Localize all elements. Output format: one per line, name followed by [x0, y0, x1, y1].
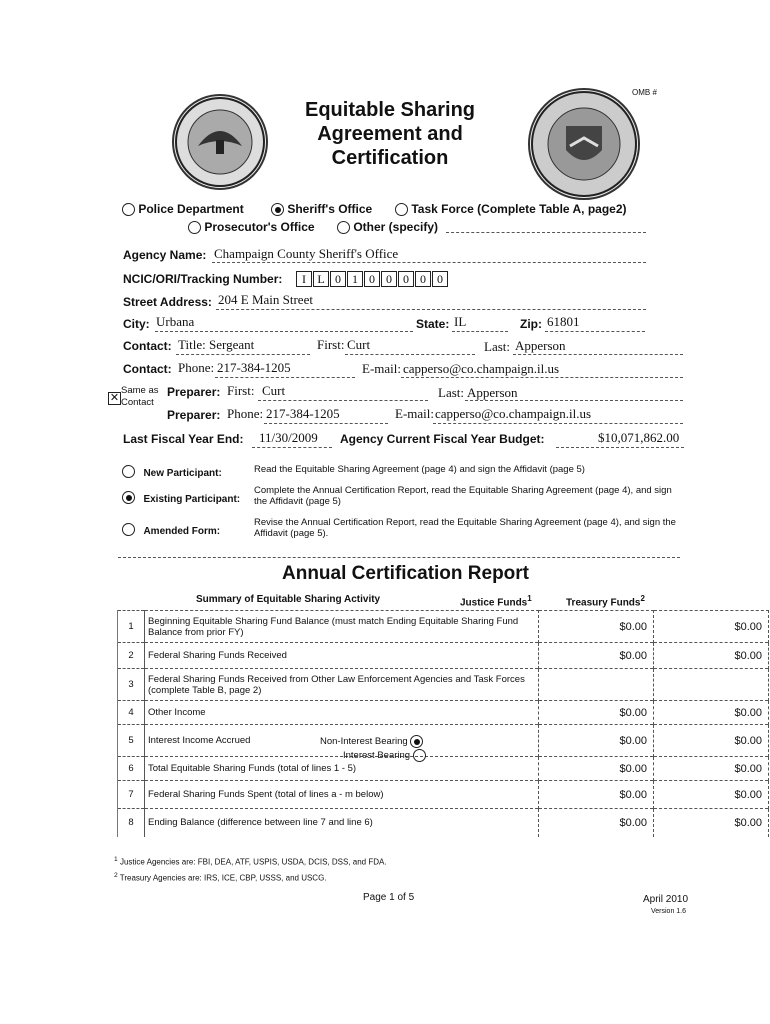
other-radio[interactable] [337, 221, 350, 234]
contact-phone-prefix: Phone: [178, 360, 215, 375]
row-description: Other Income [145, 701, 539, 725]
treasury-amount[interactable]: $0.00 [654, 701, 769, 725]
ncic-char-box[interactable]: 1 [347, 271, 363, 287]
row-description: Federal Sharing Funds Received [145, 643, 539, 669]
col-justice: Justice Funds$^1$ [460, 594, 532, 609]
row-description: Federal Sharing Funds Spent (total of lines a - m below) [145, 781, 539, 809]
sheriff-radio[interactable] [271, 203, 284, 216]
interest-option: Interest Bearing [343, 749, 426, 762]
preparer-first-line [258, 400, 428, 401]
same-as-label: Same as Contact [121, 385, 159, 408]
sheriff-option: Sheriff's Office [271, 202, 372, 216]
contact-title-field[interactable]: Sergeant [209, 337, 255, 352]
ncic-char-box[interactable]: 0 [330, 271, 346, 287]
ncic-boxes[interactable] [296, 270, 449, 288]
report-row [118, 643, 769, 669]
fiscal-end-label: Last Fiscal Year End: [123, 432, 244, 446]
ncic-char-box[interactable]: I [296, 271, 312, 287]
contact-email-prefix: E-mail: [362, 361, 401, 376]
report-row [118, 669, 769, 701]
contact-last-line [513, 354, 683, 355]
participant-existing: Existing Participant: Complete the Annual Certification Report, read the Equitable Sharing Agreement (page 4), and sign the Affidavit (page 5) [122, 489, 682, 507]
footnote-treasury: $^2$ Treasury Agencies are: IRS, ICE, CBP, USSS, and USCG. [114, 872, 327, 883]
ncic-char-box[interactable]: 0 [415, 271, 431, 287]
row-number: 3 [118, 669, 145, 701]
other-option: Other (specify) [337, 220, 438, 234]
omb-code: OMB # [632, 88, 657, 97]
ncic-label: NCIC/ORI/Tracking Number: [123, 272, 283, 286]
treasury-shield-icon [530, 90, 638, 198]
contact-first-prefix: First: [317, 337, 345, 352]
ncic-char-box[interactable]: 0 [398, 271, 414, 287]
contact-label-2: Contact: [123, 362, 172, 376]
contact-last-prefix: Last: [484, 339, 510, 354]
participant-amended-radio[interactable] [122, 523, 135, 536]
city-line [155, 331, 413, 332]
ncic-char-box[interactable]: 0 [432, 271, 448, 287]
doj-seal [172, 94, 268, 190]
report-row [118, 757, 769, 781]
preparer-last-field[interactable]: Apperson [467, 385, 518, 400]
row-description: Total Equitable Sharing Funds (total of lines 1 - 5) [145, 757, 539, 781]
contact-phone-line [215, 377, 355, 378]
row-description: Interest Income Accrued [145, 725, 539, 757]
report-row [118, 809, 769, 837]
justice-amount[interactable] [539, 669, 654, 701]
row-number: 1 [118, 611, 145, 643]
preparer-phone-line [264, 423, 388, 424]
treasury-amount[interactable] [654, 669, 769, 701]
contact-last-field[interactable]: Apperson [515, 338, 566, 353]
contact-first-line [345, 354, 475, 355]
row-number: 2 [118, 643, 145, 669]
agency-name-label: Agency Name: [123, 248, 207, 262]
form-version: Version 1.6 [651, 908, 687, 915]
row-number: 8 [118, 809, 145, 837]
form-title: Equitable Sharing Agreement and Certification [304, 99, 476, 169]
agency-name-line [212, 262, 646, 263]
budget-label: Agency Current Fiscal Year Budget: [340, 432, 545, 446]
city-label: City: [123, 317, 150, 331]
treasury-amount[interactable]: $0.00 [654, 643, 769, 669]
report-row [118, 701, 769, 725]
report-table [117, 610, 769, 837]
row-description: Federal Sharing Funds Received from Other Law Enforcement Agencies and Task Forces (complete Table B, page 2) [145, 669, 539, 701]
footnote-justice: $^1$ Justice Agencies are: FBI, DEA, ATF, USPIS, USDA, DCIS, DSS, and FDA. [114, 856, 387, 867]
preparer-phone-prefix: Phone: [227, 406, 264, 421]
city-field[interactable]: Urbana [156, 314, 195, 329]
zip-field[interactable]: 61801 [547, 314, 580, 329]
prosecutor-option: Prosecutor's Office [188, 220, 315, 234]
contact-first-field[interactable]: Curt [347, 337, 371, 352]
participant-new: New Participant: Read the Equitable Sharing Agreement (page 4) and sign the Affidavit (page 5) [122, 463, 682, 481]
other-specify-line[interactable] [446, 232, 646, 233]
participant-existing-radio[interactable] [122, 491, 135, 504]
contact-label: Contact: [123, 339, 172, 353]
interest-radio[interactable] [413, 749, 426, 762]
justice-amount[interactable]: $0.00 [539, 781, 654, 809]
street-label: Street Address: [123, 295, 212, 309]
doj-eagle-icon [174, 96, 266, 188]
justice-amount[interactable]: $0.00 [539, 809, 654, 837]
zip-label: Zip: [520, 317, 542, 331]
participant-amended: Amended Form: Revise the Annual Certification Report, read the Equitable Sharing Agreement (page 4), and sign the Affidavit (page 5). [122, 521, 682, 539]
preparer-phone-field[interactable]: 217-384-1205 [266, 406, 340, 421]
section-divider [118, 557, 680, 558]
contact-email-line [401, 377, 683, 378]
agency-name-field[interactable]: Champaign County Sheriff's Office [214, 246, 399, 261]
task-force-radio[interactable] [395, 203, 408, 216]
row-description: Beginning Equitable Sharing Fund Balance (must match Ending Equitable Sharing Fund Balance from prior FY) [145, 611, 539, 643]
task-force-option: Task Force (Complete Table A, page2) [395, 202, 627, 216]
street-field[interactable]: 204 E Main Street [218, 292, 313, 307]
preparer-first-prefix: First: [227, 383, 255, 398]
agency-type-row1: Police Department [122, 202, 244, 216]
treasury-amount[interactable]: $0.00 [654, 725, 769, 757]
row-number: 6 [118, 757, 145, 781]
preparer-label-2: Preparer: [167, 408, 221, 422]
row-number: 4 [118, 701, 145, 725]
treasury-amount[interactable]: $0.00 [654, 781, 769, 809]
col-summary: Summary of Equitable Sharing Activity [196, 594, 381, 605]
state-label: State: [416, 317, 450, 331]
preparer-last-prefix: Last: [438, 385, 464, 400]
report-row [118, 781, 769, 809]
preparer-email-line [433, 423, 683, 424]
treasury-seal [528, 88, 640, 200]
page-number: Page 1 of 5 [363, 892, 415, 903]
preparer-email-prefix: E-mail: [395, 406, 434, 421]
row-description: Ending Balance (difference between line 7 and line 6) [145, 809, 539, 837]
ncic-char-box[interactable]: 0 [364, 271, 380, 287]
preparer-label: Preparer: [167, 385, 221, 399]
budget-field[interactable]: $10,071,862.00 [598, 430, 680, 445]
fiscal-end-line [252, 447, 332, 448]
police-radio[interactable] [122, 203, 135, 216]
contact-title-line [176, 354, 310, 355]
justice-amount[interactable]: $0.00 [539, 643, 654, 669]
justice-amount[interactable]: $0.00 [539, 701, 654, 725]
row-number: 5 [118, 725, 145, 757]
same-as-checkbox[interactable]: ✕ [109, 392, 120, 404]
justice-amount[interactable]: $0.00 [539, 611, 654, 643]
treasury-amount[interactable]: $0.00 [654, 809, 769, 837]
col-treasury: Treasury Funds$^2$ [566, 594, 645, 609]
non-interest-option: Non-Interest Bearing [320, 735, 423, 748]
zip-line [545, 331, 645, 332]
justice-amount[interactable]: $0.00 [539, 757, 654, 781]
preparer-email-field[interactable]: capperso@co.champaign.il.us [435, 406, 592, 421]
ncic-char-box[interactable]: 0 [381, 271, 397, 287]
state-field[interactable]: IL [454, 314, 467, 329]
state-line [452, 331, 508, 332]
ncic-char-box[interactable]: L [313, 271, 329, 287]
participant-new-radio[interactable] [122, 465, 135, 478]
row-number: 7 [118, 781, 145, 809]
preparer-first-field[interactable]: Curt [262, 383, 286, 398]
report-row [118, 611, 769, 643]
fiscal-end-field[interactable]: 11/30/2009 [259, 430, 318, 445]
treasury-amount[interactable]: $0.00 [654, 757, 769, 781]
contact-email-field[interactable]: capperso@co.champaign.il.us [403, 361, 560, 376]
budget-line [556, 447, 684, 448]
treasury-amount[interactable]: $0.00 [654, 611, 769, 643]
prosecutor-radio[interactable] [188, 221, 201, 234]
contact-phone-field[interactable]: 217-384-1205 [217, 360, 291, 375]
report-title: Annual Certification Report [282, 563, 530, 584]
preparer-last-line [465, 400, 683, 401]
contact-title-prefix: Title: [178, 337, 206, 352]
non-interest-radio[interactable] [410, 735, 423, 748]
form-date: April 2010 [643, 894, 689, 905]
justice-amount[interactable]: $0.00 [539, 725, 654, 757]
report-row [118, 725, 769, 757]
street-line [216, 309, 646, 310]
